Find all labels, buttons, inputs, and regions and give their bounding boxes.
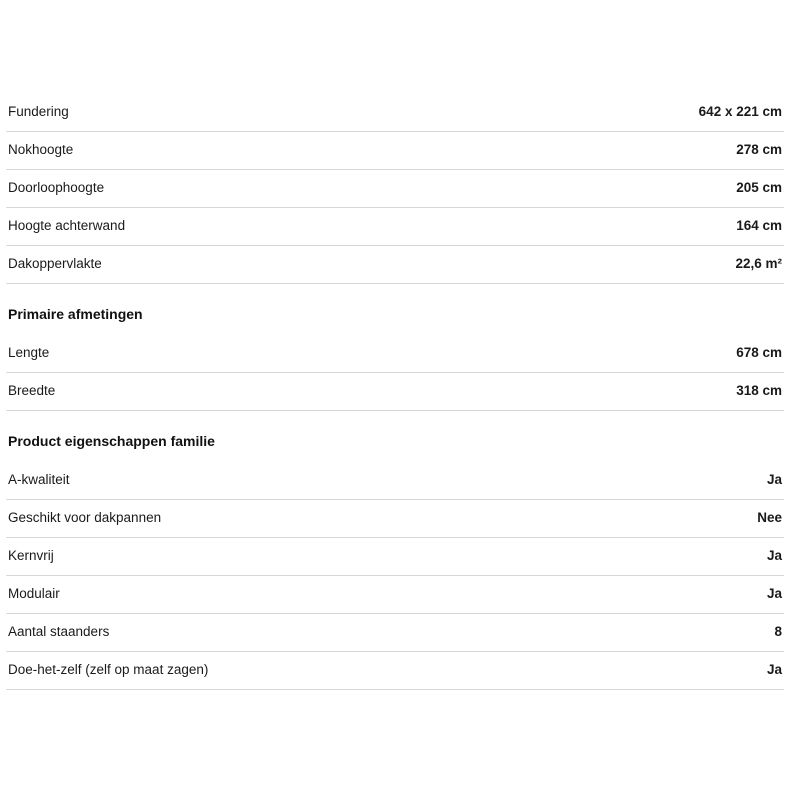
spec-label: Modulair [8,586,60,601]
spec-value: 678 cm [736,345,782,361]
spec-value: Nee [757,510,782,525]
table-row [6,614,784,652]
spec-label: Lengte [8,345,50,361]
spec-section [6,94,784,284]
spec-label: Dakoppervlakte [8,256,102,272]
table-row [6,462,784,500]
spec-value: 164 cm [736,218,782,234]
spec-value: 642 x 221 cm [698,104,782,120]
spec-section [6,284,784,411]
spec-label: Aantal staanders [8,624,110,639]
section-heading-product-eigenschappen-familie: Product eigenschappen familie [8,432,215,449]
top-spacer [6,0,784,94]
spec-label: A-kwaliteit [8,472,70,487]
section-heading-primaire-afmetingen: Primaire afmetingen [8,306,143,322]
table-row [6,132,784,170]
table-row [6,208,784,246]
table-row [6,335,784,373]
spec-value: Ja [766,548,782,563]
spec-value: 8 [774,624,782,639]
table-row [6,246,784,284]
table-row [6,652,784,690]
spec-label: Doorloophoogte [8,180,105,196]
table-row [6,538,784,576]
spec-value: 318 cm [736,383,782,399]
table-row [6,373,784,411]
spec-label: Kernvrij [8,548,54,563]
spec-value: Ja [766,662,782,677]
table-row [6,500,784,538]
spec-value: 205 cm [736,180,782,196]
spec-label: Breedte [8,383,56,399]
spec-label: Fundering [8,104,69,120]
spec-label: Nokhoogte [8,142,74,158]
spec-label: Geschikt voor dakpannen [8,510,162,525]
table-row [6,170,784,208]
spec-value: 278 cm [736,142,782,158]
spec-value: 22,6 m² [735,256,782,272]
spec-value: Ja [766,586,782,601]
spec-section [6,411,784,690]
spec-value: Ja [766,472,782,487]
table-row [6,94,784,132]
table-row [6,576,784,614]
spec-label: Hoogte achterwand [8,218,126,234]
spec-label: Doe-het-zelf (zelf op maat zagen) [8,662,209,677]
